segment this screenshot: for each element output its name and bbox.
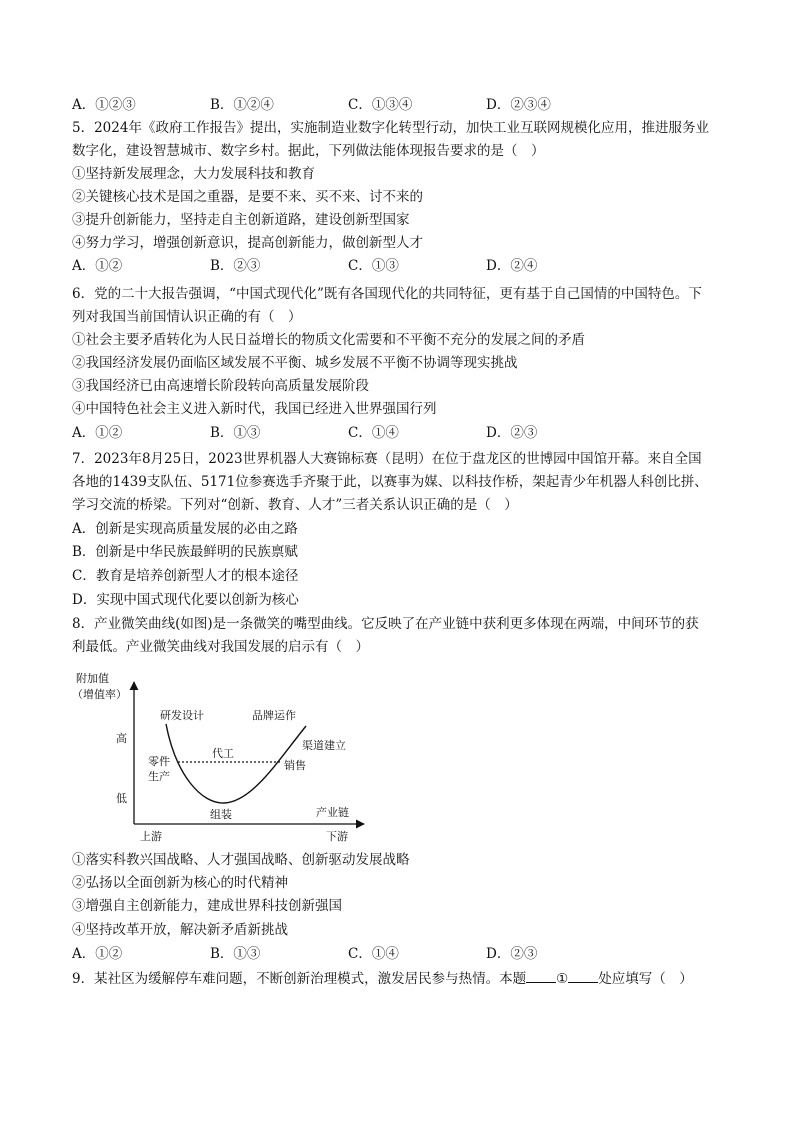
q4-options — [72, 94, 732, 117]
q9-stem — [72, 967, 693, 991]
option-d[interactable]: D．②④ — [486, 258, 538, 274]
q8-item-1: ①落实科教兴国战略、人才强国战略、创新驱动发展战略 — [72, 852, 410, 868]
q8-options — [72, 943, 732, 966]
q6-item-2: ②我国经济发展仍面临区域发展不平衡、城乡发展不平衡不协调等现实挑战 — [72, 355, 518, 371]
parts-label-1: 零件 — [148, 755, 170, 768]
option-c[interactable]: C．①④ — [348, 425, 399, 441]
brand-label: 品牌运作 — [252, 709, 296, 722]
q6-item-3: ③我国经济已由高速增长阶段转向高质量发展阶段 — [72, 378, 369, 394]
y-title-line-1: 附加值 — [76, 672, 109, 685]
y-title-line-2: （增值率） — [72, 688, 127, 701]
option-d[interactable]: D．②③ — [486, 425, 538, 441]
q8-item-4: ④坚持改革开放，解决新矛盾新挑战 — [72, 922, 288, 938]
q8-item-3: ③增强自主创新能力，建成世界科技创新强国 — [72, 898, 342, 914]
q5-item-4: ④努力学习，增强创新意识，提高创新能力，做创新型人才 — [72, 235, 423, 251]
option-c[interactable]: C．①③④ — [348, 97, 413, 113]
option-a[interactable]: A．①② — [72, 946, 123, 962]
option-d[interactable]: D．②③ — [486, 946, 538, 962]
fill-blank-right[interactable] — [568, 967, 598, 983]
q8-stem-line-2: 利最低。产业微笑曲线对我国发展的启示有（ ） — [72, 639, 369, 655]
assembly-label: 组装 — [210, 808, 232, 821]
option-d[interactable]: D．②③④ — [486, 97, 551, 113]
option-b[interactable]: B．①③ — [210, 425, 261, 441]
downstream-label: 下游 — [326, 830, 348, 843]
q6-item-4: ④中国特色社会主义进入新时代，我国已经进入世界强国行列 — [72, 401, 437, 417]
q5-item-3: ③提升创新能力，坚持走自主创新道路，建设创新型国家 — [72, 212, 410, 228]
q5-stem-line-1: 5．2024年《政府工作报告》提出，实施制造业数字化转型行动，加快工业互联网规模化应用，推进服务业 — [72, 120, 709, 136]
q6-stem-line-1: 6．党的二十大报告强调，“中国式现代化”既有各国现代化的共同特征，更有基于自己国情的中国特色。下 — [72, 286, 702, 302]
option-c[interactable]: C．①④ — [348, 946, 399, 962]
option-a[interactable]: A．①② — [72, 425, 123, 441]
rd-design-label: 研发设计 — [160, 709, 204, 722]
q7-stem-line-2: 各地的1439支队伍、5171位参赛选手齐聚于此，以赛事为媒、以科技作桥，架起青少年机器人科创比拼、 — [72, 474, 708, 490]
low-label: 低 — [116, 792, 127, 805]
q9-stem-part-1: 9．某社区为缓解停车难问题，不断创新治理模式，激发居民参与热情。本题 — [72, 971, 527, 987]
q6-options — [72, 422, 732, 445]
channel-label: 渠道建立 — [302, 739, 346, 752]
smile-curve-svg — [72, 666, 372, 846]
option-a[interactable]: A．①②③ — [72, 97, 136, 113]
oem-label: 代工 — [212, 747, 234, 760]
q7-stem-line-1: 7．2023年8月25日，2023世界机器人大赛锦标赛（昆明）在位于盘龙区的世博园中国馆开幕。来自全国 — [72, 451, 702, 467]
q7-choice-b[interactable]: B．创新是中华民族最鲜明的民族禀赋 — [72, 544, 298, 560]
fill-blank-left[interactable] — [526, 967, 556, 983]
q8-stem-line-1: 8．产业微笑曲线(如图)是一条微笑的嘴型曲线。它反映了在产业链中获利更多体现在两端，中间环节的获 — [72, 616, 699, 632]
q5-item-2: ②关键核心技术是国之重器，是要不来、买不来、讨不来的 — [72, 189, 423, 205]
option-b[interactable]: B．①③ — [210, 946, 261, 962]
smile-curve-figure — [72, 666, 372, 846]
q5-stem-line-2: 数字化，建设智慧城市、数字乡村。据此，下列做法能体现报告要求的是（ ） — [72, 143, 545, 159]
option-c[interactable]: C．①③ — [348, 258, 399, 274]
q8-item-2: ②弘扬以全面创新为核心的时代精神 — [72, 875, 288, 891]
q9-blank-number: ① — [556, 971, 569, 987]
q5-options — [72, 255, 732, 278]
option-a[interactable]: A．①② — [72, 258, 123, 274]
q6-item-1: ①社会主要矛盾转化为人民日益增长的物质文化需要和不平衡不充分的发展之间的矛盾 — [72, 332, 585, 348]
option-b[interactable]: B．②③ — [210, 258, 261, 274]
q7-choice-d[interactable]: D．实现中国式现代化要以创新为核心 — [72, 592, 299, 608]
q7-choice-c[interactable]: C．教育是培养创新型人才的根本途径 — [72, 568, 299, 584]
q7-choice-a[interactable]: A．创新是实现高质量发展的必由之路 — [72, 521, 298, 537]
chain-label: 产业链 — [316, 806, 349, 819]
q6-stem-line-2: 列对我国当前国情认识正确的有（ ） — [72, 309, 302, 325]
parts-label-2: 生产 — [148, 770, 170, 783]
q9-stem-part-2: 处应填写（ ） — [598, 971, 693, 987]
q5-item-1: ①坚持新发展理念，大力发展科技和教育 — [72, 166, 315, 182]
high-label: 高 — [116, 732, 127, 745]
option-b[interactable]: B．①②④ — [210, 97, 274, 113]
sales-label: 销售 — [284, 759, 306, 772]
q7-stem-line-3: 学习交流的桥梁。下列对“创新、教育、人才”三者关系认识正确的是（ ） — [72, 497, 518, 513]
upstream-label: 上游 — [140, 830, 162, 843]
